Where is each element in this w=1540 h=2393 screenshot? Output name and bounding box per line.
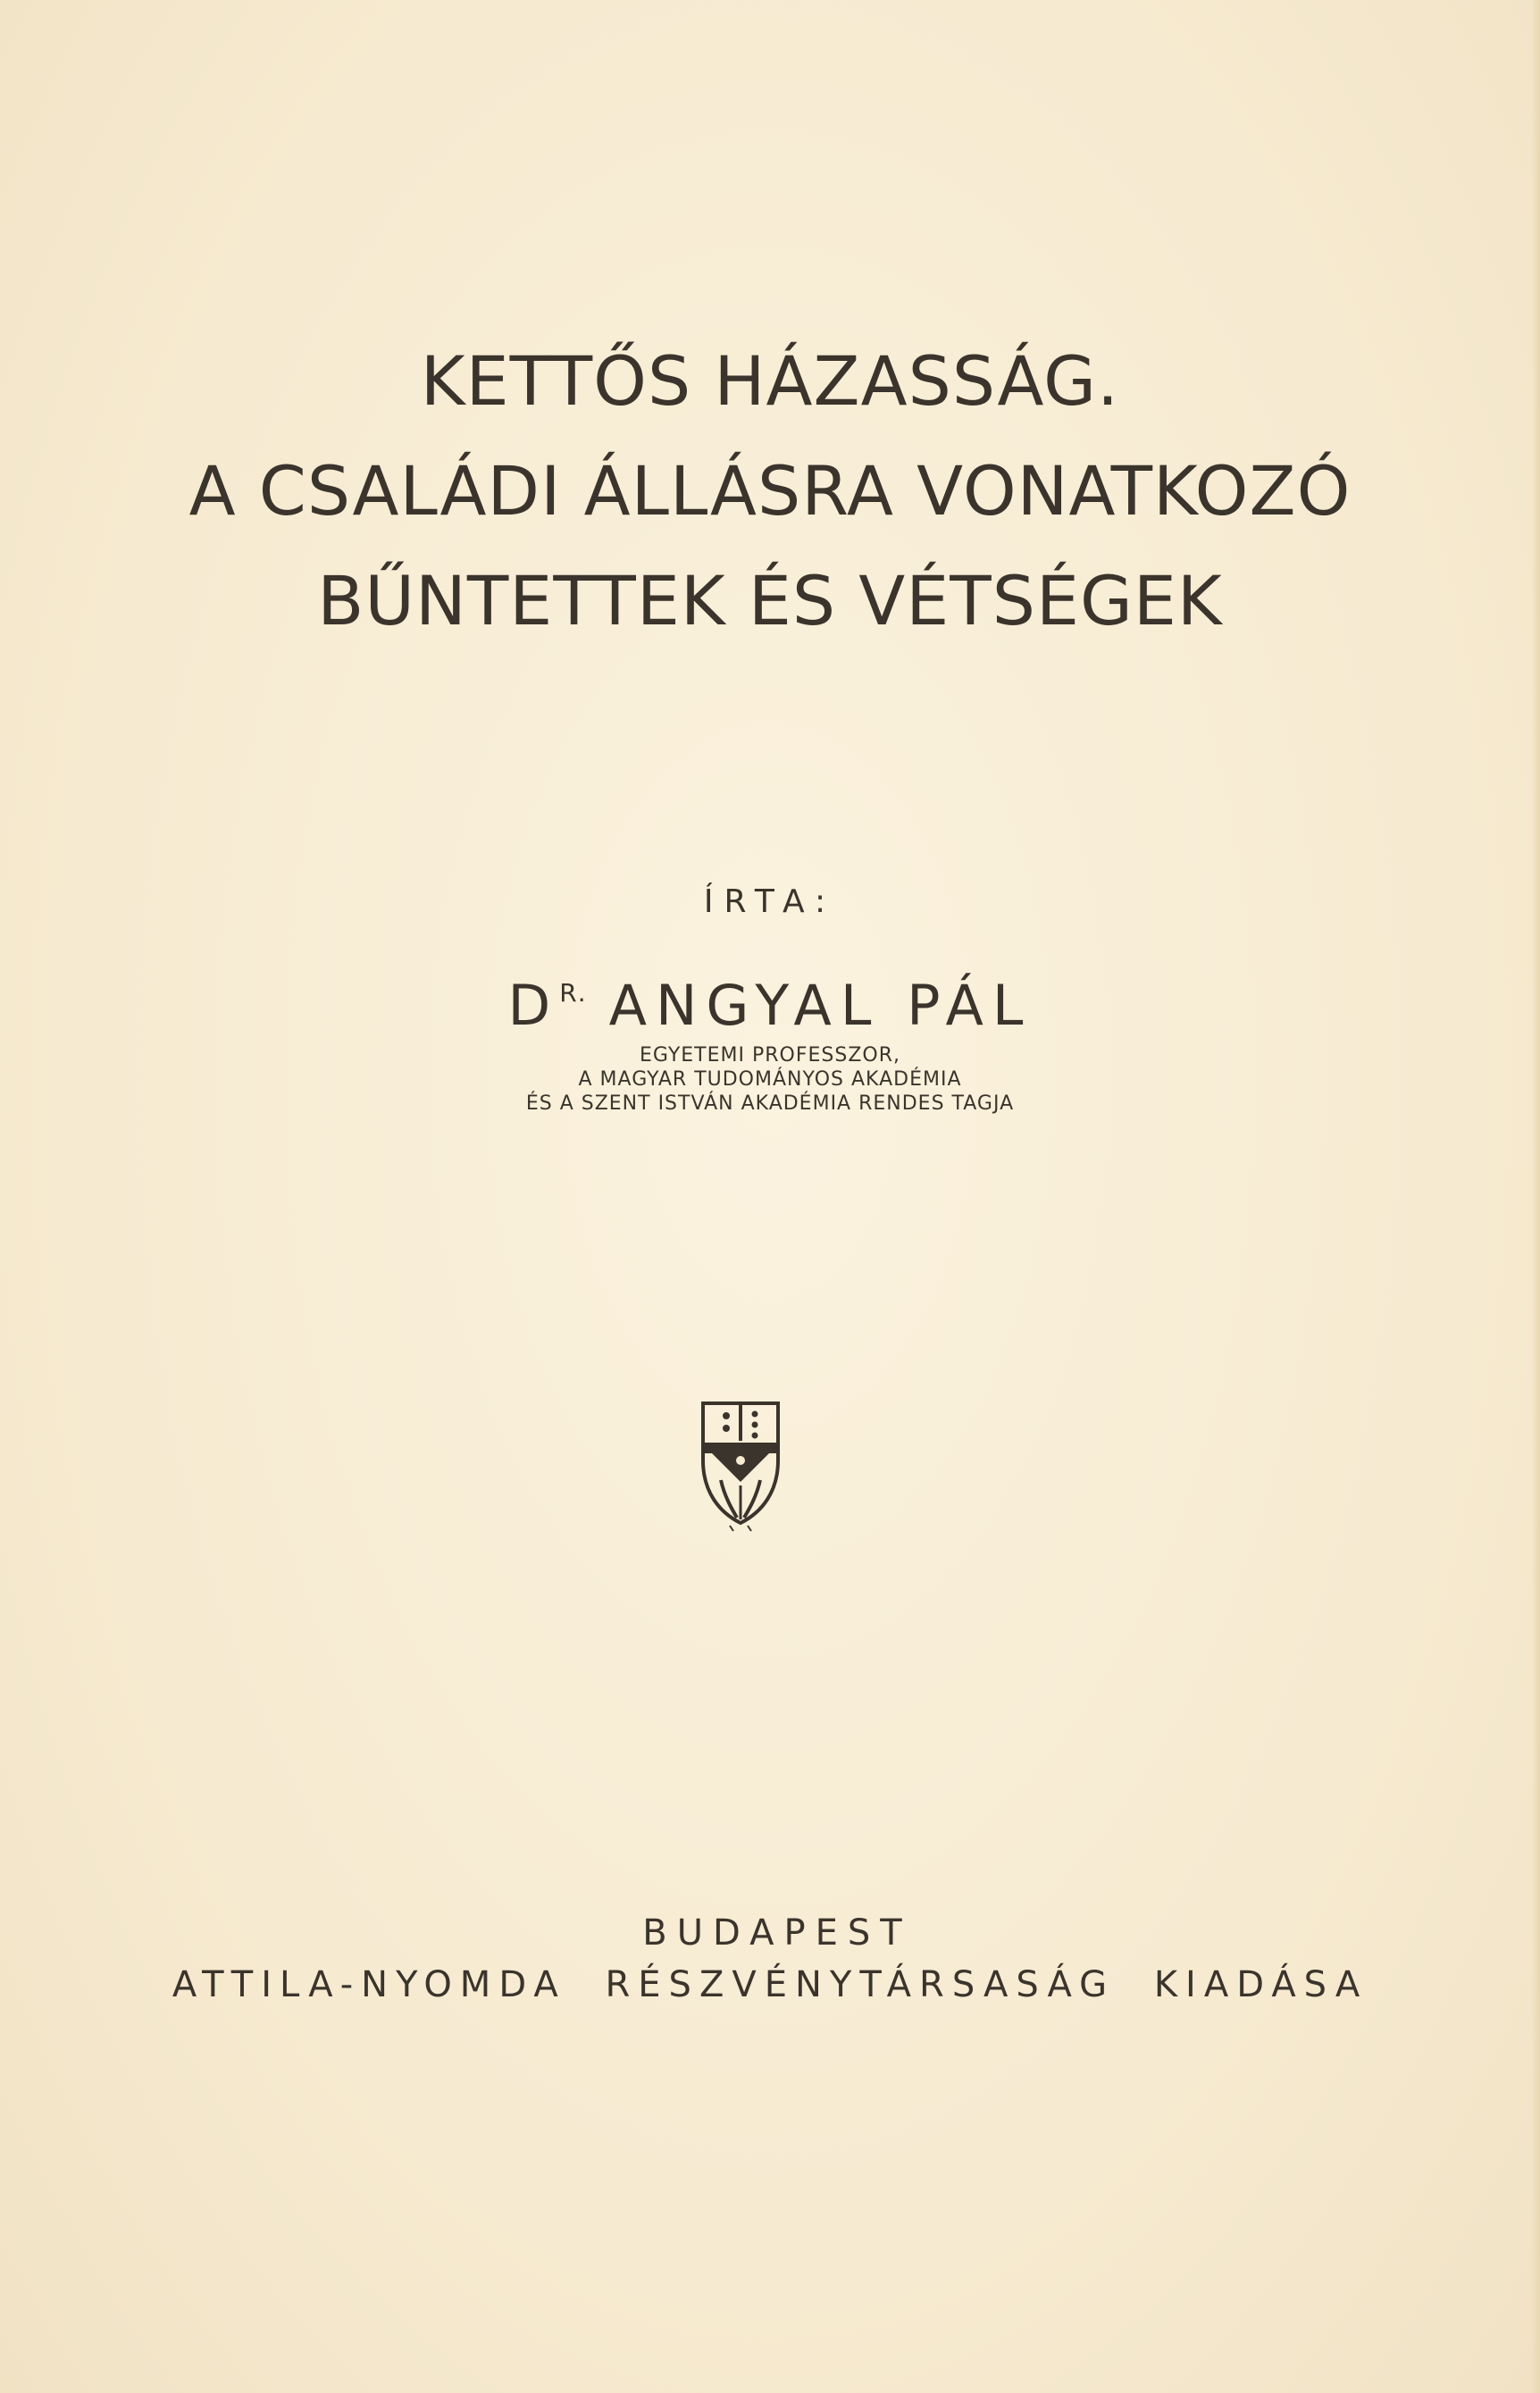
written-by-label: ÍRTA:	[703, 883, 837, 920]
title-line-2: A CSALÁDI ÁLLÁSRA VONATKOZÓ	[188, 451, 1352, 531]
imprint	[0, 1907, 1540, 2011]
author-title-prefix: D	[507, 973, 560, 1038]
author-name	[0, 958, 1540, 1042]
publication-city: BUDAPEST	[642, 1912, 912, 1954]
author-name-text: ANGYAL PÁL	[608, 973, 1033, 1038]
title-line-1: KETTŐS HÁZASSÁG.	[420, 341, 1120, 421]
author-section	[0, 875, 1540, 1116]
publisher-name: ATTILA-NYOMDA RÉSZVÉNYTÁRSASÁG KIADÁSA	[172, 1964, 1368, 2005]
credential-line-1: EGYETEMI PROFESSZOR,	[639, 1044, 900, 1067]
author-credentials	[0, 1043, 1540, 1116]
author-title-prefix-superscript: R.	[559, 978, 588, 1008]
credential-line-3: ÉS A SZENT ISTVÁN AKADÉMIA RENDES TAGJA	[525, 1092, 1015, 1115]
credential-line-2: A MAGYAR TUDOMÁNYOS AKADÉMIA	[578, 1068, 962, 1091]
publisher-emblem-icon	[699, 1398, 782, 1532]
book-title	[0, 326, 1540, 656]
title-line-3: BŰNTETTEK ÉS VÉTSÉGEK	[317, 561, 1223, 640]
